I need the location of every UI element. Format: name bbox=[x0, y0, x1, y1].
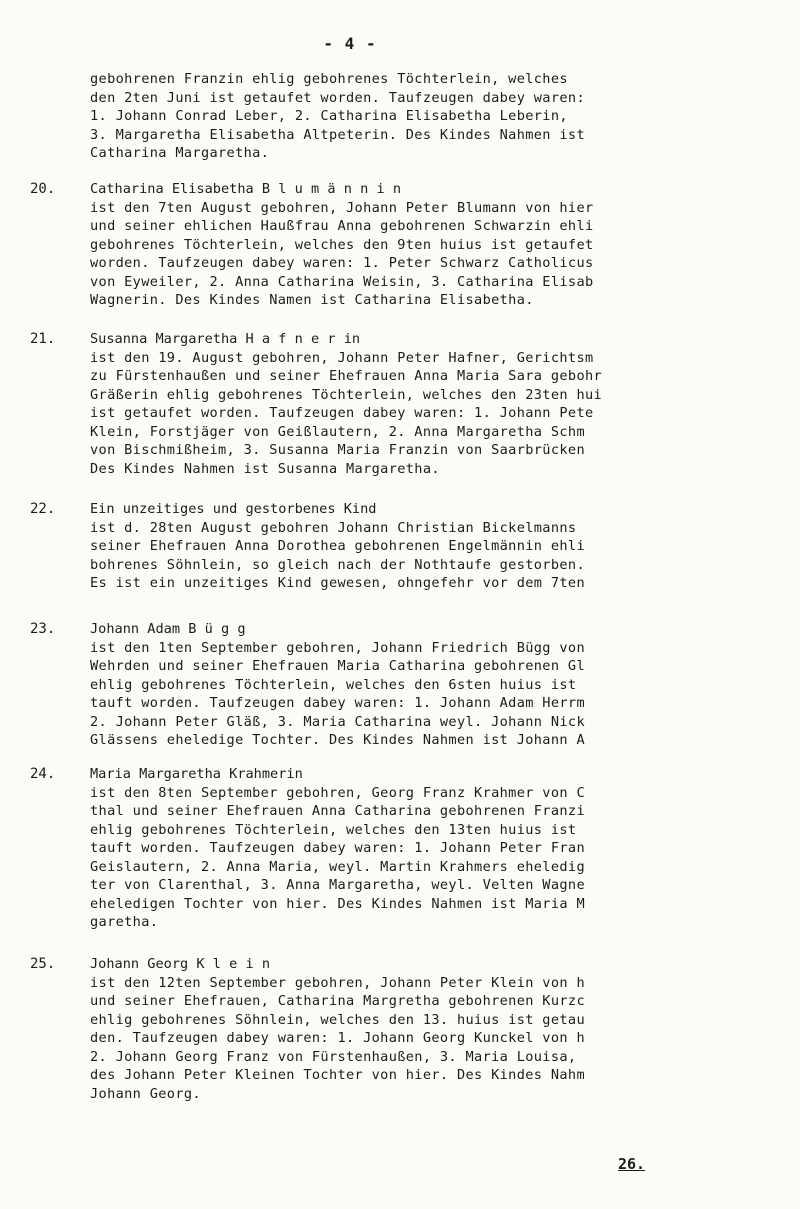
entry-line: tauft worden. Taufzeugen dabey waren: 1. Johann Adam Herrm bbox=[90, 695, 585, 711]
entry-block bbox=[90, 765, 790, 932]
entry-line: und seiner ehlichen Haußfrau Anna gebohrenen Schwarzin ehli bbox=[90, 218, 594, 234]
entry-line: den. Taufzeugen dabey waren: 1. Johann Georg Kunckel von h bbox=[90, 1030, 585, 1046]
entry-line: ist getaufet worden. Taufzeugen dabey waren: 1. Johann Pete bbox=[90, 405, 594, 421]
entry-line: ist den 12ten September gebohren, Johann Peter Klein von h bbox=[90, 974, 585, 991]
entry-block bbox=[90, 330, 790, 478]
entry-line: 2. Johann Peter Gläß, 3. Maria Catharina weyl. Johann Nick bbox=[90, 713, 585, 730]
entry-line: Es ist ein unzeitiges Kind gewesen, ohngefehr vor dem 7ten bbox=[90, 575, 585, 591]
entry-line: ist den 8ten September gebohren, Georg Franz Krahmer von C bbox=[90, 784, 585, 801]
entry-line: seiner Ehefrauen Anna Dorothea gebohrenen Engelmännin ehli bbox=[90, 538, 585, 554]
entry-name: Ein unzeitiges und gestorbenes Kind bbox=[90, 501, 377, 517]
entry-number: 20. bbox=[30, 181, 56, 197]
entry-line: von Eyweiler, 2. Anna Catharina Weisin, 3. Catharina Elisab bbox=[90, 273, 594, 290]
entry-name: Johann Adam B ü g g bbox=[90, 621, 246, 637]
entry-line: ter von Clarenthal, 3. Anna Margaretha, weyl. Velten Wagne bbox=[90, 877, 585, 893]
entry-number: 25. bbox=[30, 956, 56, 972]
entry-line: ist den 1ten September gebohren, Johann Friedrich Bügg von bbox=[90, 639, 585, 656]
entry-line: ehlig gebohrenes Söhnlein, welches den 13. huius ist getau bbox=[90, 1011, 585, 1028]
entry-line: gebohrenes Töchterlein, welches den 9ten huius ist getaufet bbox=[90, 236, 594, 253]
entry-line: garetha. bbox=[90, 914, 159, 930]
intro-line: 3. Margaretha Elisabetha Altpeterin. Des Kindes Nahmen ist bbox=[90, 126, 585, 143]
entry-line: thal und seiner Ehefrauen Anna Catharina gebohrenen Franzi bbox=[90, 803, 585, 819]
entry-line: ist d. 28ten August gebohren Johann Christian Bickelmanns bbox=[90, 519, 577, 536]
entry-line: eheledigen Tochter von hier. Des Kindes Nahmen ist Maria M bbox=[90, 895, 585, 912]
entry-number: 24. bbox=[30, 766, 56, 782]
entry-line: ehlig gebohrenes Töchterlein, welches den 13ten huius ist bbox=[90, 821, 577, 838]
intro-paragraph bbox=[90, 70, 790, 163]
entry-line: bohrenes Söhnlein, so gleich nach der Nothtaufe gestorben. bbox=[90, 556, 585, 573]
entry-line: 2. Johann Georg Franz von Fürstenhaußen, 3. Maria Louisa, bbox=[90, 1048, 577, 1065]
intro-line: gebohrenen Franzin ehlig gebohrenes Töchterlein, welches bbox=[90, 71, 568, 87]
entry-line: worden. Taufzeugen dabey waren: 1. Peter Schwarz Catholicus bbox=[90, 255, 594, 271]
entry-line: Geislautern, 2. Anna Maria, weyl. Martin Krahmers eheledig bbox=[90, 858, 585, 875]
entry-block bbox=[90, 500, 790, 593]
footer-number: 26. bbox=[618, 1155, 646, 1173]
entry-name: Johann Georg K l e i n bbox=[90, 956, 271, 972]
entry-line: Wagnerin. Des Kindes Namen ist Catharina Elisabetha. bbox=[90, 292, 534, 308]
entry-line: Johann Georg. bbox=[90, 1085, 201, 1102]
entry-line: Klein, Forstjäger von Geißlautern, 2. Anna Margaretha Schm bbox=[90, 423, 585, 440]
entry-line: von Bischmißheim, 3. Susanna Maria Franzin von Saarbrücken bbox=[90, 442, 585, 458]
intro-line: den 2ten Juni ist getaufet worden. Taufzeugen dabey waren: bbox=[90, 89, 585, 106]
entry-line: Des Kindes Nahmen ist Susanna Margaretha. bbox=[90, 460, 440, 477]
intro-line: Catharina Margaretha. bbox=[90, 145, 270, 161]
intro-line: 1. Johann Conrad Leber, 2. Catharina Elisabetha Leberin, bbox=[90, 108, 568, 124]
entry-block bbox=[90, 955, 790, 1103]
entry-line: ehlig gebohrenes Töchterlein, welches den 6sten huius ist bbox=[90, 676, 577, 693]
entry-line: zu Fürstenhaußen und seiner Ehefrauen Anna Maria Sara gebohr bbox=[90, 368, 603, 384]
entry-block bbox=[90, 180, 790, 310]
entry-name: Susanna Margaretha H a f n e r in bbox=[90, 331, 361, 347]
entry-line: Glässens eheledige Tochter. Des Kindes Nahmen ist Johann A bbox=[90, 732, 585, 748]
entry-block bbox=[90, 620, 790, 750]
entry-name: Maria Margaretha Krahmerin bbox=[90, 766, 303, 782]
page-number: - 4 - bbox=[323, 34, 377, 53]
entry-name: Catharina Elisabetha B l u m ä n n i n bbox=[90, 181, 401, 197]
entry-line: des Johann Peter Kleinen Tochter von hier. Des Kindes Nahm bbox=[90, 1067, 585, 1083]
entry-line: und seiner Ehefrauen, Catharina Margretha gebohrenen Kurzc bbox=[90, 993, 585, 1009]
entry-line: ist den 19. August gebohren, Johann Peter Hafner, Gerichtsm bbox=[90, 349, 594, 366]
entry-line: Gräßerin ehlig gebohrenes Töchterlein, welches den 23ten hui bbox=[90, 386, 603, 403]
entry-line: tauft worden. Taufzeugen dabey waren: 1. Johann Peter Fran bbox=[90, 840, 585, 856]
entry-number: 21. bbox=[30, 331, 56, 347]
entry-line: Wehrden und seiner Ehefrauen Maria Catharina gebohrenen Gl bbox=[90, 658, 585, 674]
entry-line: ist den 7ten August gebohren, Johann Peter Blumann von hier bbox=[90, 199, 594, 216]
entry-number: 22. bbox=[30, 501, 56, 517]
entry-number: 23. bbox=[30, 621, 56, 637]
